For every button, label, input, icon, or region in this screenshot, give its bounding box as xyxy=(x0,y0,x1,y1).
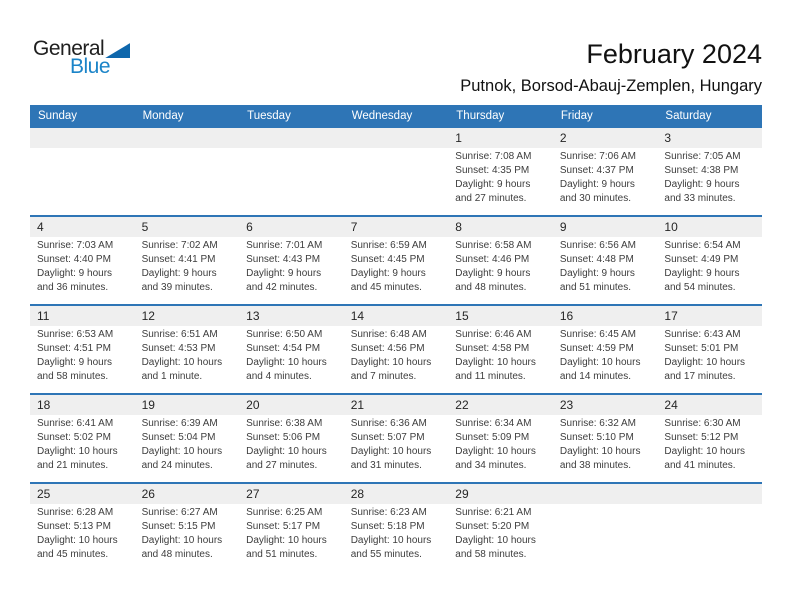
week-row xyxy=(30,393,762,482)
empty-day-number xyxy=(135,128,240,148)
day-detail-line: Sunset: 4:43 PM xyxy=(246,254,321,265)
empty-day-number xyxy=(657,484,762,504)
day-cell xyxy=(30,237,135,295)
general-blue-logo xyxy=(33,38,130,77)
day-detail-line: Daylight: 9 hours and 36 minutes. xyxy=(37,268,113,293)
day-number: 19 xyxy=(141,398,155,412)
day-detail-line: Daylight: 10 hours and 21 minutes. xyxy=(37,446,118,471)
day-detail-line: Sunset: 4:58 PM xyxy=(455,343,530,354)
day-cell xyxy=(448,326,553,384)
day-cell xyxy=(30,326,135,384)
day-cell xyxy=(553,148,658,206)
day-detail-line: Sunrise: 7:08 AM xyxy=(455,151,532,162)
empty-day-cell xyxy=(30,148,135,206)
day-cell xyxy=(344,237,449,295)
day-detail-line: Sunrise: 6:50 AM xyxy=(246,329,323,340)
logo-triangle-icon xyxy=(105,43,130,58)
day-detail-line: Sunrise: 6:28 AM xyxy=(37,507,114,518)
day-cell xyxy=(553,237,658,295)
day-detail-line: Daylight: 9 hours and 48 minutes. xyxy=(455,268,531,293)
day-number: 21 xyxy=(350,398,365,412)
day-detail-line: Sunset: 4:41 PM xyxy=(141,254,216,265)
day-number: 15 xyxy=(455,309,469,323)
day-cell xyxy=(448,415,553,473)
location-subtitle: Putnok, Borsod-Abauj-Zemplen, Hungary xyxy=(460,77,762,95)
day-detail-line: Sunrise: 6:59 AM xyxy=(350,240,427,251)
day-number: 13 xyxy=(246,309,260,323)
day-number-strip xyxy=(30,306,762,326)
day-detail-line: Sunset: 5:07 PM xyxy=(350,432,425,443)
day-number: 10 xyxy=(664,220,678,234)
day-detail-line: Sunset: 4:35 PM xyxy=(455,165,530,176)
day-detail-line: Sunset: 5:10 PM xyxy=(559,432,634,443)
day-number-strip xyxy=(30,217,762,237)
day-detail-line: Sunrise: 6:41 AM xyxy=(37,418,114,429)
weekday-header-row xyxy=(30,105,762,126)
weekday-tuesday: Tuesday xyxy=(247,109,291,122)
day-cell xyxy=(657,415,762,473)
day-detail-line: Sunset: 5:04 PM xyxy=(141,432,216,443)
day-detail-line: Daylight: 9 hours and 42 minutes. xyxy=(246,268,322,293)
day-detail-line: Sunset: 5:17 PM xyxy=(246,521,321,532)
day-detail-line: Daylight: 9 hours and 27 minutes. xyxy=(455,179,531,204)
day-detail-line: Sunset: 5:18 PM xyxy=(350,521,425,532)
day-detail-line: Daylight: 10 hours and 24 minutes. xyxy=(141,446,223,471)
empty-day-number xyxy=(553,484,658,504)
day-cell xyxy=(657,237,762,295)
day-detail-line: Sunset: 4:46 PM xyxy=(455,254,530,265)
day-detail-line: Sunrise: 7:02 AM xyxy=(141,240,218,251)
day-detail-line: Sunset: 4:59 PM xyxy=(559,343,634,354)
day-detail-line: Daylight: 10 hours and 41 minutes. xyxy=(664,446,746,471)
day-cell xyxy=(448,237,553,295)
day-detail-line: Sunrise: 6:58 AM xyxy=(455,240,532,251)
day-cell xyxy=(239,237,344,295)
day-detail-line: Sunrise: 6:25 AM xyxy=(246,507,323,518)
day-detail-line: Daylight: 10 hours and 27 minutes. xyxy=(246,446,327,471)
day-detail-line: Sunset: 4:56 PM xyxy=(350,343,425,354)
day-number: 8 xyxy=(455,220,462,234)
day-detail-line: Sunset: 5:20 PM xyxy=(455,521,530,532)
logo-text-blue: Blue xyxy=(70,55,111,78)
day-details-row xyxy=(30,237,762,295)
day-detail-line: Daylight: 9 hours and 39 minutes. xyxy=(141,268,217,293)
day-cell xyxy=(553,415,658,473)
weekday-monday: Monday xyxy=(142,109,184,122)
day-detail-line: Sunset: 4:49 PM xyxy=(664,254,739,265)
day-detail-line: Sunrise: 6:53 AM xyxy=(37,329,114,340)
day-detail-line: Daylight: 10 hours and 31 minutes. xyxy=(350,446,432,471)
day-detail-line: Sunrise: 6:30 AM xyxy=(664,418,741,429)
empty-day-number xyxy=(30,128,135,148)
weekday-friday: Friday xyxy=(560,109,593,122)
day-detail-line: Sunrise: 6:23 AM xyxy=(350,507,427,518)
day-cell xyxy=(239,504,344,562)
day-number: 4 xyxy=(37,220,44,234)
weekday-saturday: Saturday xyxy=(665,109,712,122)
day-detail-line: Daylight: 10 hours and 48 minutes. xyxy=(141,535,223,560)
weekday-thursday: Thursday xyxy=(456,109,505,122)
day-number-strip xyxy=(30,128,762,148)
day-cell xyxy=(30,504,135,562)
day-number: 24 xyxy=(664,398,678,412)
day-details-row xyxy=(30,504,762,562)
day-detail-line: Sunset: 4:48 PM xyxy=(559,254,634,265)
day-detail-line: Sunrise: 6:38 AM xyxy=(246,418,323,429)
week-row xyxy=(30,482,762,571)
empty-day-cell xyxy=(135,148,240,206)
day-detail-line: Sunset: 5:09 PM xyxy=(455,432,530,443)
day-number: 25 xyxy=(37,487,51,501)
day-detail-line: Sunrise: 6:36 AM xyxy=(350,418,427,429)
day-detail-line: Sunrise: 6:21 AM xyxy=(455,507,532,518)
day-detail-line: Sunset: 4:54 PM xyxy=(246,343,321,354)
day-detail-line: Daylight: 9 hours and 45 minutes. xyxy=(350,268,426,293)
day-detail-line: Daylight: 10 hours and 17 minutes. xyxy=(664,357,746,382)
day-details-row xyxy=(30,148,762,206)
day-detail-line: Sunrise: 6:46 AM xyxy=(455,329,532,340)
day-detail-line: Daylight: 10 hours and 58 minutes. xyxy=(455,535,536,560)
day-detail-line: Sunrise: 6:45 AM xyxy=(559,329,636,340)
day-detail-line: Sunrise: 6:54 AM xyxy=(664,240,741,251)
day-details-row xyxy=(30,326,762,384)
day-detail-line: Sunrise: 6:48 AM xyxy=(350,329,427,340)
weekday-sunday: Sunday xyxy=(38,109,78,122)
empty-day-number xyxy=(344,128,449,148)
day-detail-line: Sunset: 4:53 PM xyxy=(141,343,216,354)
day-cell xyxy=(344,504,449,562)
day-detail-line: Daylight: 10 hours and 51 minutes. xyxy=(246,535,327,560)
day-number-strip xyxy=(30,395,762,415)
day-detail-line: Daylight: 9 hours and 33 minutes. xyxy=(664,179,740,204)
day-cell xyxy=(135,237,240,295)
day-detail-line: Sunrise: 7:03 AM xyxy=(37,240,114,251)
day-detail-line: Sunrise: 7:06 AM xyxy=(559,151,636,162)
calendar-grid xyxy=(30,126,762,571)
empty-day-cell xyxy=(239,148,344,206)
day-detail-line: Sunrise: 7:05 AM xyxy=(664,151,741,162)
day-detail-line: Daylight: 10 hours and 11 minutes. xyxy=(455,357,536,382)
day-detail-line: Sunrise: 6:51 AM xyxy=(141,329,218,340)
day-detail-line: Daylight: 10 hours and 55 minutes. xyxy=(350,535,432,560)
day-detail-line: Sunrise: 6:34 AM xyxy=(455,418,532,429)
day-number: 26 xyxy=(141,487,155,501)
day-detail-line: Sunset: 5:06 PM xyxy=(246,432,321,443)
day-detail-line: Daylight: 10 hours and 1 minute. xyxy=(141,357,223,382)
day-cell xyxy=(657,148,762,206)
day-number: 1 xyxy=(455,131,462,145)
day-detail-line: Sunset: 5:02 PM xyxy=(37,432,111,443)
empty-day-cell xyxy=(657,504,762,562)
week-row xyxy=(30,126,762,215)
week-row xyxy=(30,215,762,304)
day-detail-line: Daylight: 9 hours and 51 minutes. xyxy=(559,268,635,293)
day-number: 12 xyxy=(141,309,155,323)
day-detail-line: Daylight: 10 hours and 14 minutes. xyxy=(559,357,641,382)
day-number: 18 xyxy=(37,398,51,412)
day-detail-line: Daylight: 10 hours and 45 minutes. xyxy=(37,535,118,560)
day-detail-line: Sunset: 4:37 PM xyxy=(559,165,634,176)
day-cell xyxy=(448,504,553,562)
day-detail-line: Sunrise: 6:32 AM xyxy=(559,418,636,429)
empty-day-cell xyxy=(344,148,449,206)
day-number: 20 xyxy=(246,398,260,412)
day-detail-line: Sunrise: 6:56 AM xyxy=(559,240,636,251)
day-detail-line: Sunset: 5:01 PM xyxy=(664,343,739,354)
day-number: 3 xyxy=(664,131,672,145)
day-cell xyxy=(344,326,449,384)
day-detail-line: Sunrise: 6:43 AM xyxy=(664,329,741,340)
empty-day-cell xyxy=(553,504,658,562)
day-cell xyxy=(344,415,449,473)
day-detail-line: Sunset: 4:40 PM xyxy=(37,254,111,265)
day-number-strip xyxy=(30,484,762,504)
day-detail-line: Sunset: 4:51 PM xyxy=(37,343,111,354)
day-detail-line: Daylight: 9 hours and 54 minutes. xyxy=(664,268,740,293)
day-number: 17 xyxy=(664,309,678,323)
day-number: 11 xyxy=(37,309,50,323)
day-cell xyxy=(553,326,658,384)
day-number: 16 xyxy=(559,309,574,323)
empty-day-number xyxy=(239,128,344,148)
logo-text-general: General xyxy=(33,37,105,60)
day-detail-line: Daylight: 10 hours and 34 minutes. xyxy=(455,446,536,471)
day-detail-line: Daylight: 9 hours and 30 minutes. xyxy=(559,179,635,204)
day-details-row xyxy=(30,415,762,473)
day-detail-line: Daylight: 10 hours and 38 minutes. xyxy=(559,446,641,471)
day-detail-line: Sunrise: 6:39 AM xyxy=(141,418,218,429)
week-row xyxy=(30,304,762,393)
day-number: 22 xyxy=(455,398,469,412)
day-number: 27 xyxy=(246,487,260,501)
day-detail-line: Daylight: 10 hours and 7 minutes. xyxy=(350,357,432,382)
day-cell xyxy=(448,148,553,206)
day-cell xyxy=(135,415,240,473)
day-detail-line: Daylight: 10 hours and 4 minutes. xyxy=(246,357,327,382)
day-cell xyxy=(135,326,240,384)
day-detail-line: Sunrise: 7:01 AM xyxy=(246,240,323,251)
day-cell xyxy=(239,415,344,473)
weekday-wednesday: Wednesday xyxy=(351,109,413,122)
day-detail-line: Sunset: 4:45 PM xyxy=(350,254,425,265)
day-number: 2 xyxy=(559,131,567,145)
day-number: 29 xyxy=(455,487,469,501)
day-detail-line: Daylight: 9 hours and 58 minutes. xyxy=(37,357,113,382)
month-title: February 2024 xyxy=(586,39,762,69)
day-number: 14 xyxy=(350,309,365,323)
day-cell xyxy=(657,326,762,384)
day-number: 6 xyxy=(246,220,253,234)
day-number: 28 xyxy=(350,487,365,501)
day-detail-line: Sunset: 4:38 PM xyxy=(664,165,739,176)
day-number: 5 xyxy=(141,220,149,234)
day-detail-line: Sunrise: 6:27 AM xyxy=(141,507,218,518)
day-number: 7 xyxy=(350,220,358,234)
day-number: 23 xyxy=(559,398,574,412)
day-detail-line: Sunset: 5:13 PM xyxy=(37,521,111,532)
day-cell xyxy=(30,415,135,473)
day-detail-line: Sunset: 5:15 PM xyxy=(141,521,216,532)
day-cell xyxy=(239,326,344,384)
day-cell xyxy=(135,504,240,562)
day-detail-line: Sunset: 5:12 PM xyxy=(664,432,739,443)
day-number: 9 xyxy=(559,220,567,234)
